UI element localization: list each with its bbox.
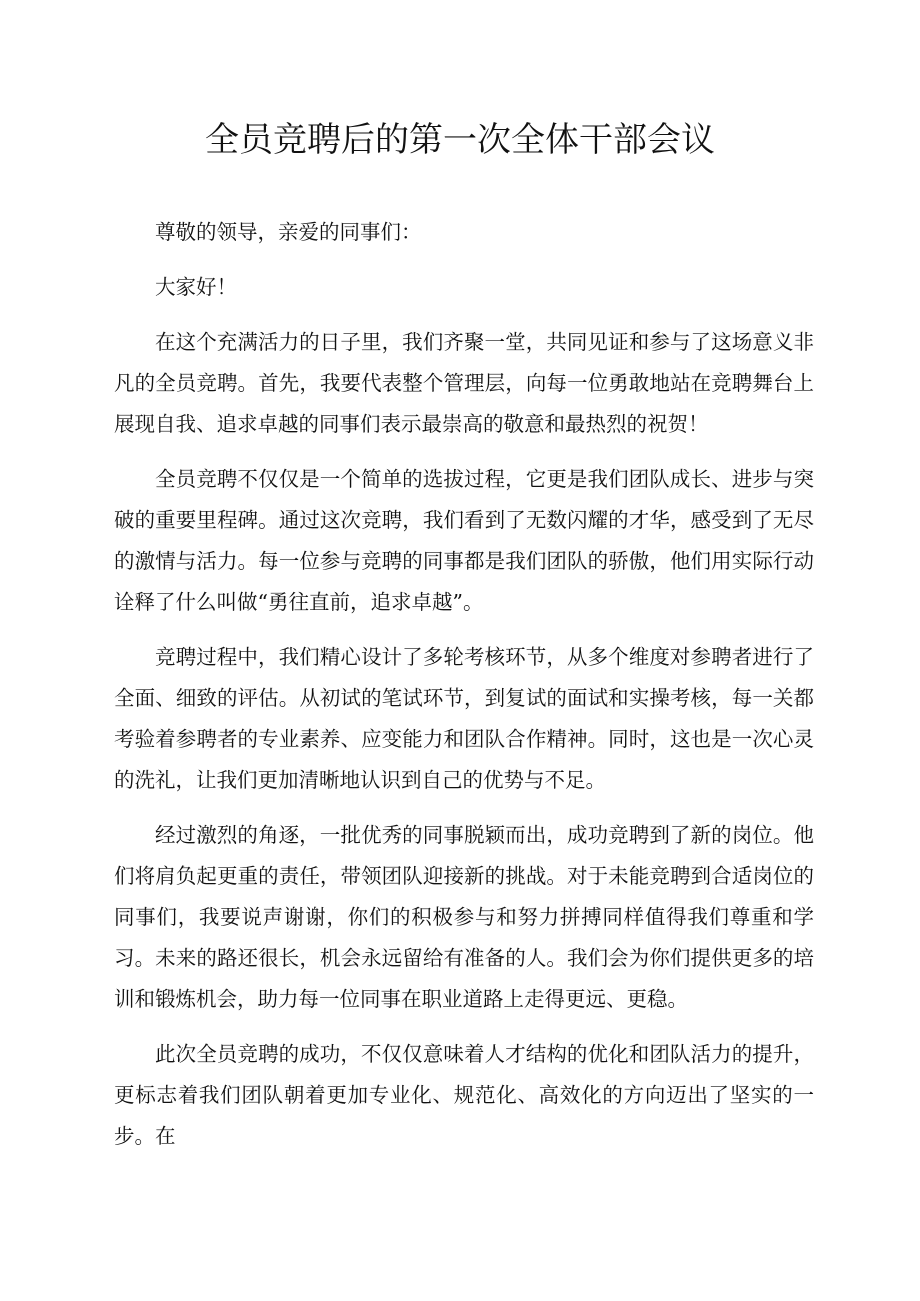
body-paragraph: 经过激烈的角逐，一批优秀的同事脱颖而出，成功竞聘到了新的岗位。他们将肩负起更重的责任，带领团队迎接新的挑战。对于未能竞聘到合适岗位的同事们，我要说声谢谢，你们的积极参与和努力拼搏同样值得我们尊重和学习。未来的路还很长，机会永远留给有准备的人。我们会为你们提供更多的培训和锻炼机会，助力每一位同事在职业道路上走得更远、更稳。: [114, 823, 814, 1011]
body-paragraph: 在这个充满活力的日子里，我们齐聚一堂，共同见证和参与了这场意义非凡的全员竞聘。首先，我要代表整个管理层，向每一位勇敢地站在竞聘舞台上展现自我、追求卓越的同事们表示最崇高的敬意和最热烈的祝贺！: [114, 330, 814, 436]
greeting: 大家好！: [155, 275, 237, 299]
document-title: 全员竞聘后的第一次全体干部会议: [205, 120, 715, 160]
document-body: [114, 212, 814, 1171]
body-paragraph: 竞聘过程中，我们精心设计了多轮考核环节，从多个维度对参聘者进行了全面、细致的评估。从初试的笔试环节，到复试的面试和实操考核，每一关都考验着参聘者的专业素养、应变能力和团队合作精神。同时，这也是一次心灵的洗礼，让我们更加清晰地认识到自己的优势与不足。: [114, 645, 814, 792]
body-paragraph: 全员竞聘不仅仅是一个简单的选拔过程，它更是我们团队成长、进步与突破的重要里程碑。通过这次竞聘，我们看到了无数闪耀的才华，感受到了无尽的激情与活力。每一位参与竞聘的同事都是我们团队的骄傲，他们用实际行动诠释了什么叫做“勇往直前，追求卓越”。: [114, 467, 814, 614]
body-paragraph: 此次全员竞聘的成功，不仅仅意味着人才结构的优化和团队活力的提升，更标志着我们团队朝着更加专业化、规范化、高效化的方向迈出了坚实的一步。在: [114, 1042, 814, 1148]
salutation: 尊敬的领导，亲爱的同事们：: [155, 220, 422, 244]
